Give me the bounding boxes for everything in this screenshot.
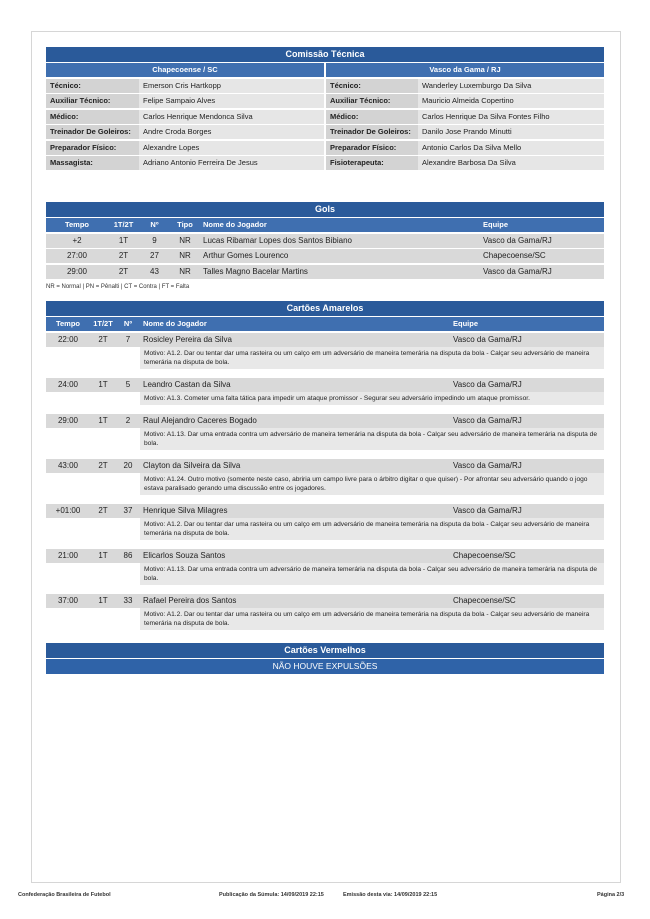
card-motivo: Motivo: A1.2. Dar ou tentar dar uma rasteira ou um calço em um adversário de maneira temerária na disputa da bola - Calçar seu adversário de maneira temerária na disputa de bola. [140,608,604,630]
goal-row [46,234,604,248]
comissao-title: Comissão Técnica [46,47,604,62]
yellow-card-row [46,594,604,608]
card-periodo: 1T [98,415,108,425]
card-periodo: 2T [98,334,108,344]
footer-pagina: Página 2/3 [597,892,625,898]
away-team-header: Vasco da Gama / RJ [326,63,604,77]
card-periodo: 1T [98,550,108,560]
card-periodo: 2T [98,505,108,515]
card-periodo: 2T [98,460,108,470]
card-motivo: Motivo: A1.13. Dar uma entrada contra um adversário de maneira temerária na disputa da bola - Calçar seu adversário de maneira temerária na disputa de bola. [140,563,604,585]
col-periodo: 1T/2T [93,319,113,328]
comissao-row [46,125,604,139]
card-team: Chapecoense/SC [453,550,516,560]
goal-periodo: 2T [118,266,129,276]
cartoes-amarelos-section [46,301,604,630]
goal-team: Vasco da Gama/RJ [483,235,552,245]
col-nome: Nome do Jogador [143,319,207,328]
yellow-card-row [46,378,604,392]
comissao-tecnica-section [46,47,604,170]
yellow-card-entry [46,378,604,405]
away-staff-name: Carlos Henrique Da Silva Fontes Filho [418,110,604,124]
card-motivo: Motivo: A1.2. Dar ou tentar dar uma rasteira ou um calço em um adversário de maneira temerária na disputa da bola - Calçar seu adversário de maneira temerária na disputa de bola. [140,518,604,540]
card-player-name: Rosicley Pereira da Silva [143,334,232,344]
home-staff-name: Andre Croda Borges [139,125,324,139]
amarelos-title: Cartões Amarelos [46,301,604,316]
gols-header-row [46,218,604,232]
col-tempo: Tempo [64,220,90,229]
goal-tipo: NR [179,235,191,245]
card-tempo: 43:00 [57,460,79,470]
card-motivo: Motivo: A1.2. Dar ou tentar dar uma rasteira ou um calço em um adversário de maneira temerária na disputa da bola - Calçar seu adversário de maneira temerária na disputa de bola. [140,347,604,369]
goal-periodo: 2T [118,251,129,260]
card-team: Vasco da Gama/RJ [453,460,522,470]
away-staff-name: Danilo Jose Prando Minutti [418,125,604,139]
footer-publicacao: Publicação da Súmula: 14/09/2019 22:15 [219,892,324,898]
goal-periodo: 1T [118,235,129,245]
home-role-label: Massagista: [46,156,139,170]
goal-row [46,265,604,279]
home-staff-name: Alexandre Lopes [139,141,324,155]
goal-player-name: Arthur Gomes Lourenco [203,251,289,260]
card-player-name: Elicarlos Souza Santos [143,550,226,560]
vermelhos-message: NÃO HOUVE EXPULSÕES [46,659,604,674]
away-staff-name: Antonio Carlos Da Silva Mello [418,141,604,155]
card-motivo: Motivo: A1.3. Cometer uma falta tática para impedir um ataque promissor - Segurar seu adversário impedindo um ataque promissor. [140,392,604,405]
card-player-name: Rafael Pereira dos Santos [143,595,237,605]
yellow-card-entry [46,459,604,495]
card-tempo: 24:00 [57,379,79,389]
home-role-label: Técnico: [46,79,139,93]
goal-numero: 43 [150,266,159,276]
home-role-label: Médico: [46,110,139,124]
card-player-name: Clayton da Silveira da Silva [143,460,241,470]
col-equipe: Equipe [483,220,509,229]
amarelos-header-row [46,317,604,331]
home-role-label: Preparador Físico: [46,141,139,155]
card-numero: 33 [123,595,133,605]
gols-legend: NR = Normal | PN = Pênalti | CT = Contra | FT = Falta [46,283,190,290]
card-numero: 7 [125,334,131,344]
goal-numero: 9 [152,235,157,245]
home-role-label: Auxiliar Técnico: [46,94,139,108]
vermelhos-title: Cartões Vermelhos [46,643,604,658]
footer-emissao: Emissão desta via: 14/09/2019 22:15 [343,892,438,898]
col-tempo: Tempo [55,319,81,328]
away-role-label: Fisioterapeuta: [326,156,418,170]
goal-team: Vasco da Gama/RJ [483,266,552,276]
comissao-row [46,156,604,170]
yellow-card-entry [46,504,604,540]
footer-org: Confederação Brasileira de Futebol [18,892,111,898]
comissao-row [46,141,604,155]
yellow-card-entry [46,594,604,630]
col-tipo: Tipo [177,220,193,229]
goal-tipo: NR [179,266,191,276]
goal-team: Chapecoense/SC [483,251,546,260]
card-team: Vasco da Gama/RJ [453,505,522,515]
goal-tempo: +2 [72,235,82,245]
gols-title: Gols [46,202,604,217]
card-team: Vasco da Gama/RJ [453,334,522,344]
card-player-name: Leandro Castan da Silva [143,379,231,389]
card-tempo: 22:00 [57,334,79,344]
card-tempo: 37:00 [57,595,79,605]
card-motivo: Motivo: A1.13. Dar uma entrada contra um adversário de maneira temerária na disputa da bola - Calçar seu adversário de maneira temerária na disputa de bola. [140,428,604,450]
yellow-card-entry [46,549,604,585]
yellow-card-row [46,459,604,473]
cartoes-vermelhos-section [46,643,604,674]
yellow-card-entry [46,414,604,450]
card-tempo: 29:00 [57,415,79,425]
home-team-header: Chapecoense / SC [46,63,324,77]
goal-tempo: 29:00 [66,266,88,276]
away-role-label: Preparador Físico: [326,141,418,155]
gols-section [46,202,604,290]
goal-player-name: Talles Magno Bacelar Martins [203,266,308,276]
goal-numero: 27 [150,251,159,260]
card-numero: 86 [123,550,133,560]
card-player-name: Raul Alejandro Caceres Bogado [143,415,257,425]
card-team: Vasco da Gama/RJ [453,379,522,389]
away-role-label: Treinador De Goleiros: [326,125,418,139]
col-nome: Nome do Jogador [203,220,267,229]
home-role-label: Treinador De Goleiros: [46,125,139,139]
away-role-label: Médico: [326,110,418,124]
home-staff-name: Emerson Cris Hartkopp [139,79,324,93]
yellow-card-row [46,549,604,563]
card-player-name: Henrique Silva Milagres [143,505,228,515]
comissao-row [46,110,604,124]
home-staff-name: Adriano Antonio Ferreira De Jesus [139,156,324,170]
yellow-card-row [46,333,604,347]
yellow-card-row [46,414,604,428]
card-motivo: Motivo: A1.24. Outro motivo (somente neste caso, abriria um campo livre para o árbitro digitar o que quiser) - Por afrontar seu adversário quando o jogo estava paralisado gerando uma discussão entre os jogadores. [140,473,604,495]
away-role-label: Técnico: [326,79,418,93]
yellow-card-row [46,504,604,518]
col-equipe: Equipe [453,319,479,328]
away-staff-name: Mauricio Almeida Copertino [418,94,604,108]
yellow-card-entry [46,333,604,369]
card-tempo: +01:00 [55,505,81,515]
comissao-row [46,79,604,93]
card-numero: 2 [125,415,131,425]
card-tempo: 21:00 [57,550,79,560]
card-team: Vasco da Gama/RJ [453,415,522,425]
card-numero: 5 [125,379,131,389]
goal-tipo: NR [179,251,191,260]
card-numero: 37 [123,505,133,515]
card-team: Chapecoense/SC [453,595,516,605]
col-numero: Nº [123,319,133,328]
goal-row [46,249,604,263]
col-numero: Nº [150,220,159,229]
card-numero: 20 [123,460,133,470]
card-periodo: 1T [98,379,108,389]
away-staff-name: Alexandre Barbosa Da Silva [418,156,604,170]
home-staff-name: Carlos Henrique Mendonca Silva [139,110,324,124]
card-periodo: 1T [98,595,108,605]
col-periodo: 1T/2T [113,220,134,229]
comissao-row [46,94,604,108]
home-staff-name: Felipe Sampaio Alves [139,94,324,108]
away-staff-name: Wanderley Luxemburgo Da Silva [418,79,604,93]
goal-player-name: Lucas Ribamar Lopes dos Santos Bibiano [203,235,352,245]
away-role-label: Auxiliar Técnico: [326,94,418,108]
goal-tempo: 27:00 [66,251,88,260]
